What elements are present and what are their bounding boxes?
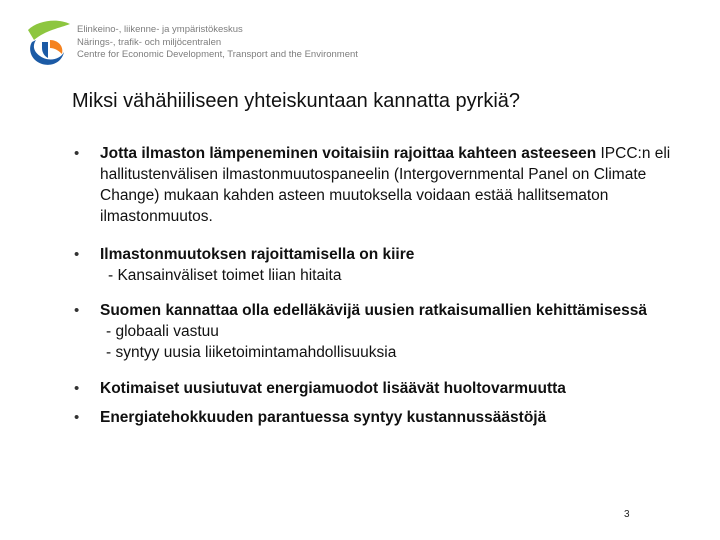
bullet-dot: • (74, 409, 80, 426)
bullet-1-parenthetical: (Intergovernmental Panel on Climate Change) (100, 166, 647, 204)
bullet-dot: • (74, 380, 80, 397)
bullet-3-subitem-2: - syntyy uusia liiketoimintamahdollisuuksia (106, 344, 397, 361)
bullet-3-subitem-1: - globaali vastuu (106, 323, 219, 340)
bullet-1-bold-text: Jotta ilmaston lämpeneminen voitaisiin rajoittaa kahteen asteeseen (100, 145, 597, 162)
ely-logo-icon (24, 18, 74, 68)
bullet-1-normal-text: IPCC:n eli hallitustenvälisen ilmastonmuutospaneelin (100, 145, 671, 183)
bullet-2-subitem-1: - Kansainväliset toimet liian hitaita (108, 267, 342, 284)
bullet-item-4 (74, 378, 674, 399)
org-name-sv: Närings-, trafik- och miljöcentralen (77, 36, 222, 48)
bullet-2-text: Ilmastonmuutoksen rajoittamisella on kiire (100, 246, 415, 263)
bullet-item-2 (74, 244, 674, 286)
bullet-4-text: Kotimaiset uusiutuvat energiamuodot lisäävät huoltovarmuutta (100, 380, 566, 397)
org-name-en: Centre for Economic Development, Transport and the Environment (77, 49, 358, 60)
organization-name (77, 24, 358, 62)
bullet-item-5 (74, 407, 674, 428)
bullet-1-normal-text-2: mukaan kahden asteen muutoksella voidaan estää hallitsematon ilmastonmuutos. (100, 187, 609, 225)
bullet-dot: • (74, 246, 80, 263)
bullet-list (74, 143, 674, 428)
bullet-item-1 (74, 143, 674, 227)
org-name-fi: Elinkeino-, liikenne- ja ympäristökeskus (77, 24, 243, 35)
bullet-5-text: Energiatehokkuuden parantuessa syntyy kustannussäästöjä (100, 409, 547, 426)
page-number: 3 (624, 509, 630, 520)
bullet-3-text: Suomen kannattaa olla edelläkävijä uusien ratkaisumallien kehittämisessä (100, 302, 648, 319)
bullet-dot: • (74, 145, 80, 162)
bullet-item-3 (74, 300, 674, 363)
bullet-dot: • (74, 302, 80, 319)
slide-title: Miksi vähähiiliseen yhteiskuntaan kannatta pyrkiä? (72, 90, 521, 112)
